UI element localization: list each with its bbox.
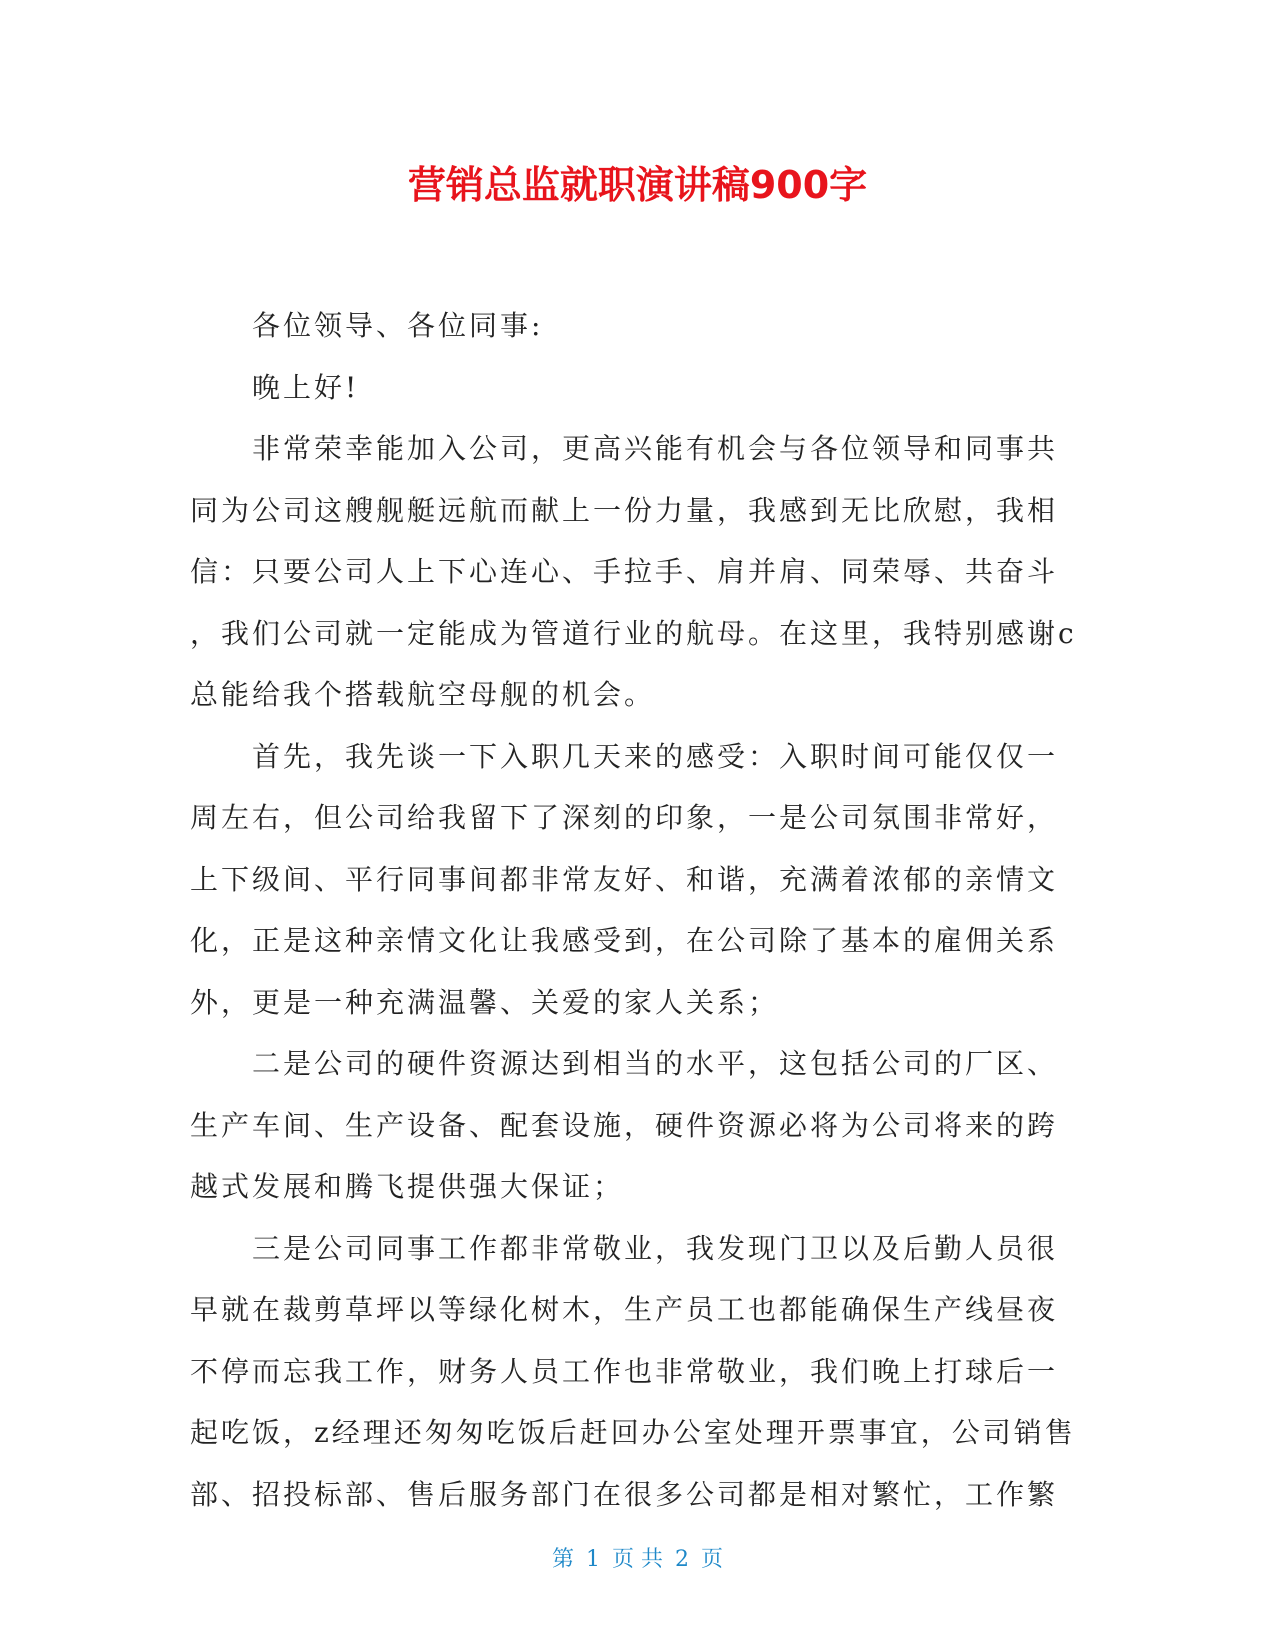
text-line: 早就在裁剪草坪以等绿化树木，生产员工也都能确保生产线昼夜 bbox=[190, 1293, 1059, 1326]
text-line: 首先，我先谈一下入职几天来的感受：入职时间可能仅仅一 bbox=[252, 739, 1059, 773]
text-line: 二是公司的硬件资源达到相当的水平，这包括公司的厂区、 bbox=[252, 1047, 1059, 1080]
current-page-number: 1 bbox=[586, 1547, 600, 1572]
text-line: 同为公司这艘舰艇远航而献上一份力量，我感到无比欣慰，我相 bbox=[190, 493, 1059, 527]
text-line: 上下级间、平行同事间都非常友好、和谐，充满着浓郁的亲情文 bbox=[190, 862, 1059, 896]
text-line-greeting: 晚上好! bbox=[252, 370, 360, 404]
text-line: 周左右，但公司给我留下了深刻的印象，一是公司氛围非常好， bbox=[190, 801, 1059, 834]
text-line: 生产车间、生产设备、配套设施，硬件资源必将为公司将来的跨 bbox=[190, 1108, 1059, 1142]
text-line-salutation: 各位领导、各位同事: bbox=[252, 309, 544, 342]
text-line: 外，更是一种充满温馨、关爱的家人关系； bbox=[190, 985, 780, 1019]
text-line: 部、招投标部、售后服务部门在很多公司都是相对繁忙，工作繁 bbox=[190, 1477, 1059, 1511]
footer-middle: 页 共 bbox=[612, 1547, 663, 1572]
footer-suffix: 页 bbox=[701, 1547, 724, 1572]
text-line: 越式发展和腾飞提供强大保证； bbox=[190, 1170, 625, 1203]
text-line: 起吃饭，z经理还匆匆吃饭后赶回办公室处理开票事宜，公司销售 bbox=[190, 1416, 1076, 1449]
total-page-count: 2 bbox=[675, 1547, 689, 1572]
text-line: 总能给我个搭载航空母舰的机会。 bbox=[190, 678, 656, 711]
footer-prefix: 第 bbox=[551, 1547, 574, 1572]
document-body bbox=[190, 295, 1090, 1525]
text-line: 三是公司同事工作都非常敬业，我发现门卫以及后勤人员很 bbox=[252, 1231, 1059, 1265]
document-title: 营销总监就职演讲稿900字 bbox=[407, 163, 868, 207]
text-line: 信：只要公司人上下心连心、手拉手、肩并肩、同荣辱、共奋斗 bbox=[190, 555, 1059, 588]
page-number-footer bbox=[0, 1545, 1275, 1575]
text-line: 非常荣幸能加入公司，更高兴能有机会与各位领导和同事共 bbox=[252, 432, 1059, 465]
text-line: ，我们公司就一定能成为管道行业的航母。在这里，我特别感谢c bbox=[190, 616, 1077, 650]
text-line: 化，正是这种亲情文化让我感受到，在公司除了基本的雇佣关系 bbox=[190, 924, 1059, 957]
text-line: 不停而忘我工作，财务人员工作也非常敬业，我们晚上打球后一 bbox=[190, 1354, 1059, 1388]
